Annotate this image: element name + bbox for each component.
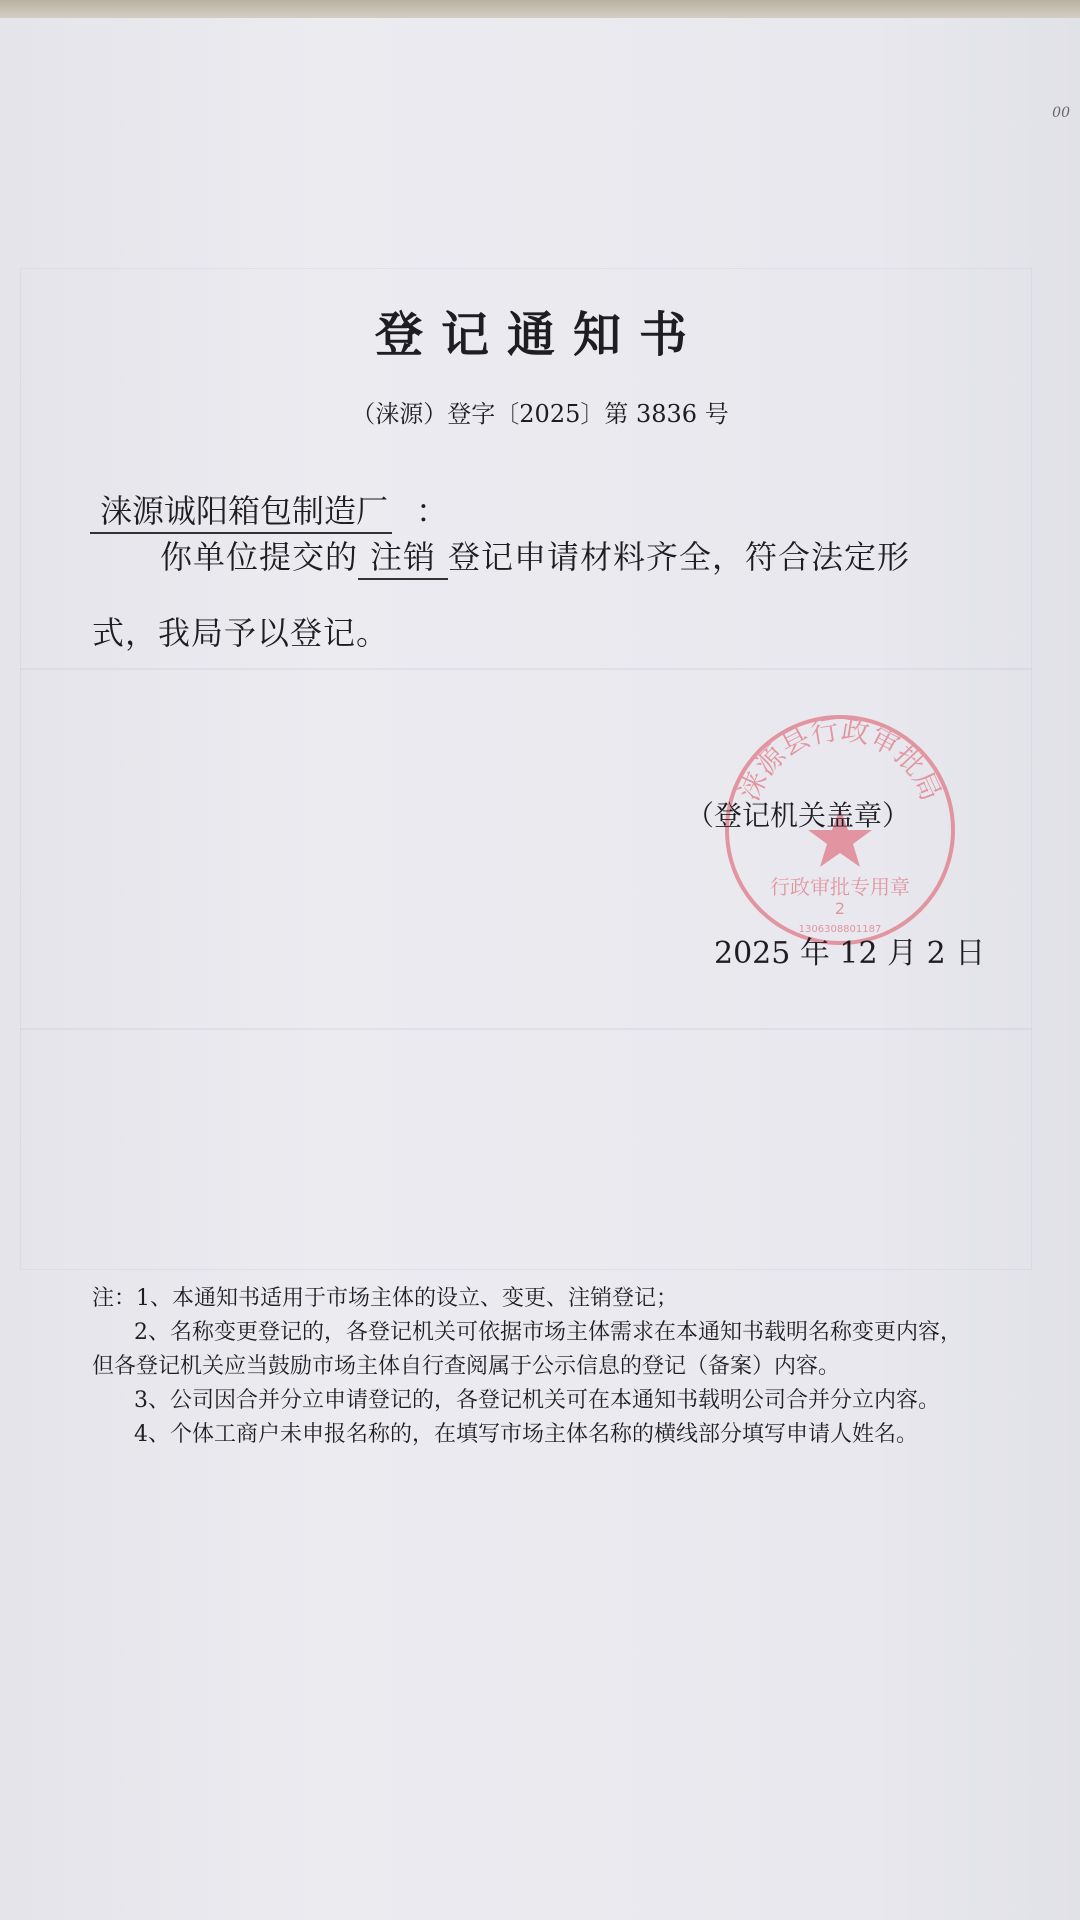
- note-2: 2、名称变更登记的，各登记机关可依据市场主体需求在本通知书载明名称变更内容，: [134, 1320, 962, 1345]
- body-prefix: 你单位提交的: [160, 538, 359, 576]
- note-4: 4、个体工商户未申报名称的，在填写市场主体名称的横线部分填写申请人姓名。: [134, 1422, 918, 1447]
- body-line-2: 式，我局予以登记。: [92, 614, 390, 652]
- corner-mark: 00: [1052, 105, 1070, 121]
- document-number: （涞源）登字〔2025〕第 3836 号: [351, 400, 729, 428]
- addressee: [90, 486, 448, 534]
- seal-number: 2: [834, 899, 846, 918]
- notes-section: [92, 1282, 962, 1452]
- seal-note: （登记机关盖章）: [686, 799, 911, 832]
- note-3: 3、公司因合并分立申请登记的，各登记机关可在本通知书载明公司合并分立内容。: [134, 1388, 940, 1413]
- company-colon: ：: [416, 492, 449, 530]
- body-line-1: [160, 532, 910, 580]
- seal-outer-text: 涞源县行政审批局: [732, 712, 948, 806]
- note-1: 注：1、本通知书适用于市场主体的设立、变更、注销登记；: [92, 1286, 678, 1311]
- seal-inner-text: 行政审批专用章: [770, 875, 910, 899]
- company-name: 涞源诚阳箱包制造厂: [90, 486, 392, 534]
- note-2-continued: 但各登记机关应当鼓励市场主体自行查阅属于公示信息的登记（备案）内容。: [92, 1354, 841, 1379]
- issue-date: 2025 年 12 月 2 日: [714, 936, 986, 971]
- registration-type: 注销: [358, 532, 448, 580]
- page-title: 登记通知书: [374, 307, 705, 363]
- body-suffix: 登记申请材料齐全，符合法定形: [448, 538, 911, 576]
- seal-code: 1306308801187: [798, 924, 882, 935]
